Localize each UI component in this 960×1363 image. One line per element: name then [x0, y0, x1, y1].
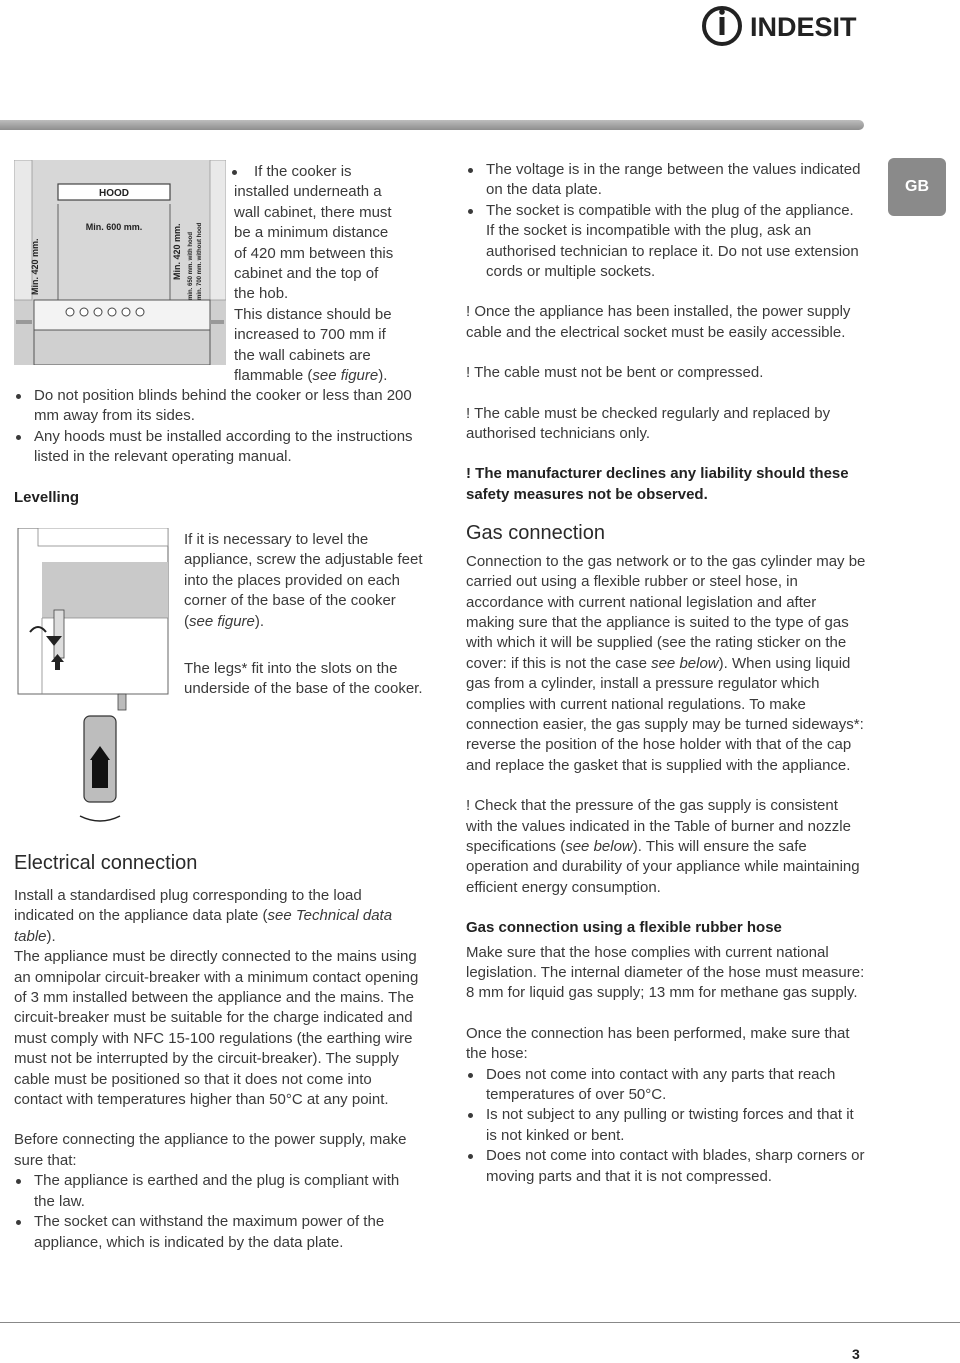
electrical-para2: The appliance must be directly connected to the mains using an omnipolar circuit-breaker with a minimum contact opening of 3 mm installed between the appliance and the mains. The circuit-breaker must be suitable for the charge indicated and must comply with NFC 15-100 regulations (the earthing wire must not be interrupted by the circuit-breaker). The supply cable must be positioned so that it does not come into contact with temperatures higher than 50°C at any point. — [14, 948, 419, 1109]
cabinet-line: the hob. — [234, 285, 289, 303]
warning-liability: ! The manufacturer declines any liability should these safety measures not be observed. — [466, 465, 849, 503]
hood-label: HOOD — [99, 188, 129, 199]
cabinet-line: of 420 mm between this — [234, 244, 394, 262]
install-bullet: Any hoods must be installed according to the instructions listed in the relevant operating manual. — [14, 427, 434, 468]
cabinet-line: flammable ( — [234, 367, 313, 385]
brand-logo — [702, 2, 872, 50]
electrical-text — [14, 886, 424, 1253]
power-bullet: The socket is compatible with the plug of the appliance. If the socket is incompatible with the plug, ask an authorised technician to replace it. Do not use extension cords or multiple sockets. — [466, 201, 866, 283]
install-bullet: Do not position blinds behind the cooker or less than 200 mm away from its sides. — [14, 386, 434, 427]
gas-para3: Make sure that the hose complies with current national legislation. The internal diameter of the hose must measure: 8 mm for liquid gas supply; 13 mm for methane gas supply. — [466, 943, 865, 1002]
with-hood-label: min. 650 mm. with hood — [188, 231, 194, 300]
electrical-para1 — [14, 886, 424, 947]
gas-para4: Once the connection has been performed, make sure that the hose: — [466, 1024, 850, 1063]
indesit-logo-icon — [702, 2, 872, 50]
without-hood-label: min. 700 mm. without hood — [197, 222, 203, 300]
cabinet-line: installed underneath a — [234, 183, 382, 201]
language-tab: GB — [888, 158, 946, 216]
min-600-label: Min. 600 mm. — [85, 222, 143, 232]
technical-table-ref: see Technical data table — [14, 907, 393, 945]
cabinet-line: wall cabinet, there must — [234, 203, 392, 221]
gas-para1-pre: Connection to the gas network or to the gas cylinder may be carried out using a flexible rubber or steel hose, in accordance with current national legislation and after making sure that the appliance is suited to the type of gas with which it will be supplied (see the rating sticker on the cover: if this is not the case — [466, 552, 866, 672]
header-rule — [0, 120, 864, 130]
cabinet-line: the wall cabinets are — [234, 346, 371, 364]
warning-bent: ! The cable must not be bent or compressed. — [466, 364, 764, 382]
gas-para1 — [466, 552, 866, 776]
warning-checked: ! The cable must be checked regularly and replaced by authorised technicians only. — [466, 404, 831, 443]
gas-heading: Gas connection — [466, 522, 605, 545]
cabinet-line: cabinet and the top of — [234, 265, 379, 283]
cabinet-line: increased to 700 mm if — [234, 326, 386, 344]
levelling-para1-pre: If it is necessary to level the appliance, screw the adjustable feet into the places provided on each corner of the base of the cooker ( — [184, 531, 423, 630]
closing-paren: ). — [378, 367, 388, 385]
power-bullet: The voltage is in the range between the values indicated on the data plate. — [466, 160, 866, 201]
levelling-para1 — [184, 530, 424, 632]
levelling-para2: The legs* fit into the slots on the underside of the base of the cooker. — [184, 660, 423, 698]
install-bullets — [14, 386, 434, 468]
gas-para1-post: ). When using liquid gas from a cylinder, install a pressure regulator which complies with current national regulations. To make connection easier, the gas supply may be turned sideways*: reverse the position of the hose holder with that of the cap and replace the gasket that is supplied with the appliance. — [466, 654, 864, 774]
hose-bullet: Does not come into contact with blades, sharp corners or moving parts and that it is not compressed. — [466, 1146, 866, 1187]
cabinet-line: be a minimum distance — [234, 224, 389, 242]
min-420-right-label: Min. 420 mm. — [172, 223, 182, 280]
right-column — [466, 160, 866, 1187]
rubber-hose-heading: Gas connection using a flexible rubber hose — [466, 919, 782, 937]
gas-para2-post: ). This will ensure the safe operation and durability of your appliance while maintaining efficient energy consumption. — [466, 837, 860, 896]
electrical-bullet: The appliance is earthed and the plug is compliant with the law. — [14, 1171, 424, 1212]
gas-para2-pre: ! Check that the pressure of the gas supply is consistent with the values indicated in the Table of burner and nozzle specifications ( — [466, 797, 851, 855]
see-below-ref: see below — [565, 837, 633, 855]
see-below-ref: see below — [651, 654, 719, 672]
hose-bullet: Does not come into contact with any parts that reach temperatures of over 50°C. — [466, 1065, 866, 1106]
electrical-para1-post: ). — [46, 927, 56, 945]
cabinet-clearance-text — [234, 162, 434, 386]
hose-bullet: Is not subject to any pulling or twisting forces and that it is not kinked or bent. — [466, 1105, 866, 1146]
bullet-dot — [232, 170, 237, 175]
min-420-left-label: Min. 420 mm. — [30, 238, 40, 295]
levelling-text — [184, 530, 424, 700]
see-figure-ref: see figure — [189, 612, 255, 630]
page-number: 3 — [852, 1346, 860, 1362]
electrical-para3: Before connecting the appliance to the power supply, make sure that: — [14, 1131, 407, 1169]
cabinet-line: If the cooker is — [254, 163, 352, 180]
electrical-bullet: The socket can withstand the maximum power of the appliance, which is indicated by the data plate. — [14, 1212, 424, 1253]
levelling-heading: Levelling — [14, 489, 80, 506]
levelling-para1-post: ). — [254, 612, 265, 630]
hood-clearance-figure — [14, 160, 226, 365]
footer-rule — [0, 1322, 960, 1323]
electrical-para1-pre: Install a standardised plug corresponding to the load indicated on the appliance data plate ( — [14, 887, 362, 925]
cabinet-line-last — [234, 366, 434, 386]
cabinet-line: This distance should be — [234, 305, 392, 323]
gas-para2 — [466, 796, 866, 898]
see-figure-ref: see figure — [312, 367, 379, 385]
levelling-figure — [14, 528, 174, 828]
warning-accessible: ! Once the appliance has been installed, the power supply cable and the electrical socket must be easily accessible. — [466, 303, 851, 341]
brand-name: INDESIT — [750, 12, 857, 42]
electrical-heading: Electrical connection — [14, 852, 198, 874]
